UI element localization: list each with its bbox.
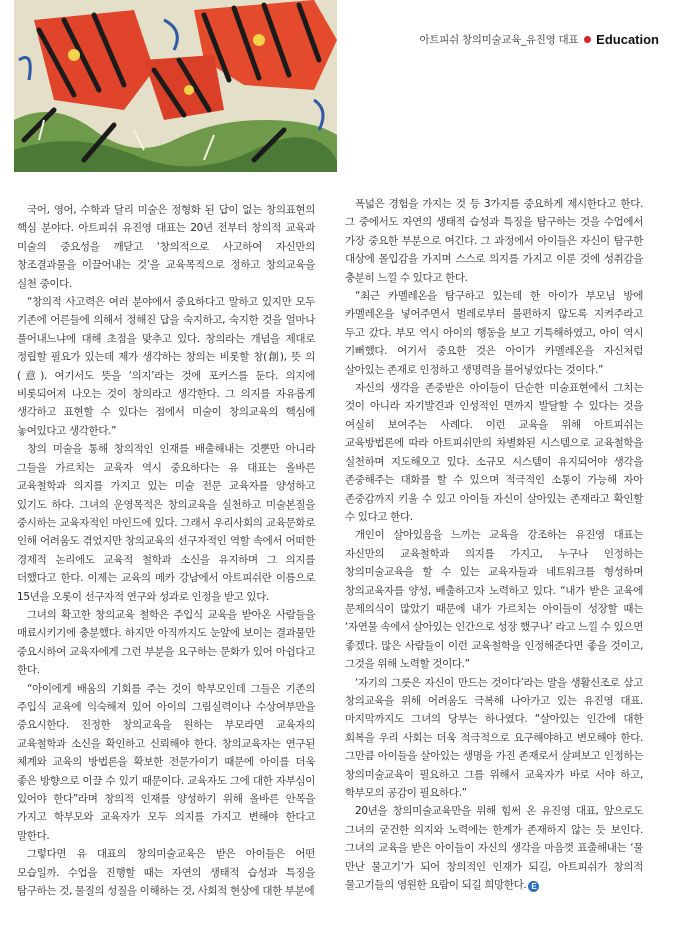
bullet-dot-icon [584, 36, 591, 43]
article-paragraph-last [345, 802, 643, 894]
article-paragraph: “아이에게 배움의 기회를 주는 것이 학부모인데 그들은 기존의 주입식 교육에 익숙해져 있어 아이의 그림실력이나 수상여부만을 중요시한다. 진정한 창의교육을 원하는 부모라면 교육자의 교육철학과 소신을 확인하고 신뢰해야 한다. 창의교육자는 연구된 체계와 교육의 방법론을 확보한 전문가이기 때문에 아이를 더욱 좋은 방향으로 이끌 수 있기 때문이다. 교육자도 그에 대한 자부심이 있어야 한다”라며 창의적 인재를 양성하기 위해 올바른 안목을 가지고 학부모와 교육자가 모두 의지를 가지고 변해야 한다고 말한다. [17, 682, 315, 842]
last-paragraph-text: 20년을 창의미술교육만을 위해 힘써 온 유진영 대표, 앞으로도 그녀의 굳건한 의지와 노력에는 한계가 존재하지 않는 듯 보인다. 그녀의 교육을 받은 아이들이 자신의 생각을 마음껏 표출해내는 ‘물 만난 물고기’가 되어 창의적인 인재가 되길, 아트피쉬가 창의적 물고기들의 영원한 요람이 되길 희망한다. [345, 805, 643, 892]
article-paragraph: “최근 카멜레온을 탐구하고 있는데 한 아이가 부모님 방에 카멜레온을 넣어주면서 벌레로부터 불편하지 않도록 지켜주라고 두고 갔다. 부모 역시 아이의 행동을 보고 기특해하였고, 아이 역시 기뻐했다. 여기서 중요한 것은 아이가 카멜레온을 자신처럼 살아있는 존재로 인정하고 생명력을 불어넣었다는 것이다.” [345, 290, 643, 376]
end-mark-icon: E [528, 881, 539, 892]
article-paragraph: 그렇다면 유 대표의 창의미술교육은 받은 아이들은 어떤 모습일까. 수업을 진행할 때는 자연의 생태적 습성과 특징을 탐구하는 것, 물질의 성질을 이해하는 것, 사회적 현상에 대한 부분에 [17, 848, 315, 898]
article-paragraph: 그녀의 확고한 창의교육 철학은 주입식 교육을 받아온 사람들을 매료시키기에 충분했다. 하지만 아직까지도 눈앞에 보이는 결과물만 중요시하여 교육자에게 그런 부분을 요구하는 문화가 있어 아쉽다고 한다. [17, 608, 315, 677]
header-section: Education [596, 31, 659, 47]
article-paragraph: ‘자기의 그릇은 자신이 만드는 것이다’라는 말을 생활신조로 삼고 창의교육을 위해 어려움도 극복해 나아가고 있는 유진영 대표. 마지막까지도 그녀의 당부는 하나였다. “살아있는 인간에 대한 회복을 우리 사회는 더욱 적극적으로 요구해야하고 변모해야 한다. 그만큼 아이들을 살아있는 생명을 가진 존재로서 살펴보고 인정하는 창의미술교육이 필요하고 그를 위해서 교육자가 바로 서야 하고, 학부모의 공감이 필요하다.” [345, 676, 643, 799]
article-paragraph: “창의적 사고력은 여러 분야에서 중요하다고 말하고 있지만 모두 기존에 어른들에 의해서 정해진 답을 숙지하고, 숙지한 것을 얼마나 풀어내느냐에 대해 초점을 맞추고 있다. 창의라는 개념을 제대로 정립할 필요가 있는데 제가 생각하는 창의는 비롯할 창(創), 뜻 의(意). 여기서도 뜻을 ‘의지’라는 것에 포커스를 둔다. 의지에 비롯되어져 나오는 것이 창의라고 생각한다. 그 의지를 자유롭게 생각하고 표현할 수 있다는 점에서 미술이 창의교육의 핵심에 놓여있다고 생각한다.” [17, 296, 315, 437]
header-author: 아트피쉬 창의미술교육_유진영 대표 [419, 33, 579, 46]
child-painting-image [14, 0, 337, 172]
hero-painting [14, 0, 337, 172]
article-paragraph: 폭넓은 경험을 가지는 것 등 3가지를 중요하게 제시한다고 한다. 그 중에서도 자연의 생태적 습성과 특징을 탐구하는 것을 수업에서 가장 중요한 부분으로 여긴다. 그 과정에서 아이들은 자신이 탐구한 대상에 몰입감을 가지며 스스로 의지를 가지고 이룬 것에 성취감을 충분히 느낄 수 있다고 한다. [345, 198, 643, 284]
article-column-right [345, 195, 643, 894]
article-paragraph: 국어, 영어, 수학과 달리 미술은 정형화 된 답이 없는 창의표현의 핵심 분야다. 아트피쉬 유진영 대표는 20년 전부터 창의적 교육과 미술의 중요성을 깨닫고 ‘창의적으로 사고하여 자신만의 창조결과물을 이끌어내는 것’을 교육목적으로 정하고 창의교육을 실천 중이다. [17, 204, 315, 290]
article-paragraph: 자신의 생각을 존중받은 아이들이 단순한 미술표현에서 그치는 것이 아니라 자기발견과 인성적인 면까지 발달할 수 있다는 것을 여실히 보여주는 사례다. 이런 교육을 위해 아트피쉬는 교육방법론에 따라 아트피쉬만의 차별화된 시스템으로 교육철학을 실천하며 지도해오고 있다. 소규모 시스템이 유지되어야 생각을 존중해주는 대화를 할 수 있으며 적극적인 소통이 가능해 자아 존중감까지 키울 수 있고 아이들 자신이 살아있는 존재라고 확인할 수 있다고 한다. [345, 382, 643, 523]
article-paragraph: 창의 미술을 통해 창의적인 인재를 배출해내는 것뿐만 아니라 그들을 가르치는 교육자 역시 중요하다는 유 대표는 올바른 교육철학과 의지를 가지고 있는 미술 전문 교육자를 양성하고 있기도 하다. 그녀의 운영목적은 창의교육을 실천하고 미술본질을 중시하는 교육자적인 마인드에 있다. 그래서 우리사회의 교육문화로 인해 어려움도 겪었지만 창의교육의 선구자적인 역할 속에서 어떠한 경제적 논리에도 교육적 철학과 소신을 유지하며 그 의지를 더했다고 한다. 이제는 교육의 메카 강남에서 아트피쉬란 이름으로 15년을 오롯이 선구자적 연구와 성과로 인정을 받고 있다. [17, 443, 315, 603]
article-paragraph: 개인이 살아있음을 느끼는 교육을 강조하는 유진영 대표는 자신만의 교육철학과 의지를 가지고, 누구나 인정하는 창의미술교육을 할 수 있는 교육자들과 네트워크를 형성하며 창의교육자를 양성, 배출하고자 노력하고 있다. “내가 받은 교육에 문제의식이 많았기 때문에 내가 가르치는 아이들이 성장할 때는 ‘자연물 속에서 살아있는 인간으로 성장 했구나’ 라고 느낄 수 있으면 좋겠다. 많은 사람들이 이런 교육철학을 인정해준다면 좋을 것이고, 그것을 위해 노력할 것이다.” [345, 529, 643, 671]
article-column-left [17, 201, 315, 900]
page-header [419, 31, 659, 47]
